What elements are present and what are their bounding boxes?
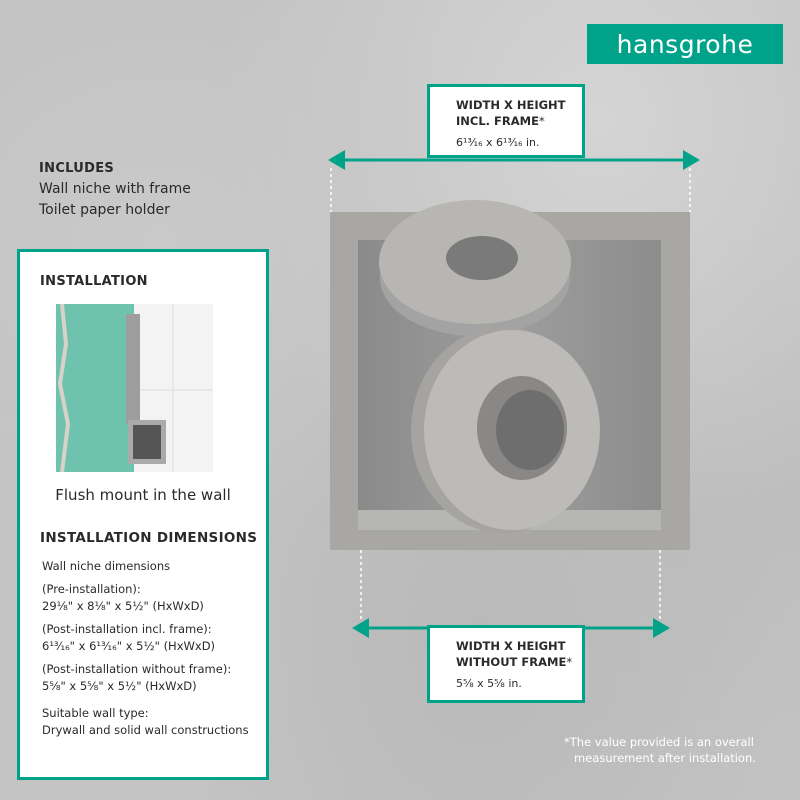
dimension-label: [456, 638, 582, 670]
asterisk: *: [538, 114, 545, 128]
dimension-value: 6¹³⁄₁₆ x 6¹³⁄₁₆ in.: [456, 136, 540, 149]
dimension-box-with-frame: [427, 84, 585, 158]
footnote: [564, 734, 756, 766]
dimension-label-line1: WIDTH X HEIGHT: [456, 98, 566, 112]
footnote-line: *The value provided is an overall: [564, 735, 754, 749]
installation-dimensions-title: INSTALLATION DIMENSIONS: [40, 530, 258, 546]
installation-panel: [17, 249, 269, 780]
dimension-label-line1: WIDTH X HEIGHT: [456, 639, 566, 653]
dim-line: (Post-installation incl. frame):: [42, 622, 212, 636]
installation-caption: Flush mount in the wall: [55, 486, 231, 504]
dim-line: Wall niche dimensions: [42, 559, 171, 573]
includes-title: INCLUDES: [39, 161, 115, 176]
dim-line: (Pre-installation):: [42, 582, 141, 596]
asterisk: *: [566, 655, 573, 669]
includes-item: Wall niche with frame: [39, 181, 191, 197]
dimension-label-line2: INCL. FRAME: [456, 114, 539, 128]
brand-logo: hansgrohe: [587, 24, 783, 64]
dim-line: Suitable wall type:: [42, 706, 149, 720]
installation-photo: [56, 304, 213, 472]
installation-dimensions-list: [42, 558, 249, 745]
dimension-box-without-frame: [427, 625, 585, 703]
dim-line: (Post-installation without frame):: [42, 662, 232, 676]
installation-photo-art: [56, 304, 213, 472]
installation-title: INSTALLATION: [40, 274, 148, 289]
dimension-label: [456, 97, 582, 129]
includes-section: [39, 158, 191, 221]
dimension-label-line2: WITHOUT FRAME: [456, 655, 567, 669]
footnote-line: measurement after installation.: [574, 751, 756, 765]
dim-line: 5⅝" x 5⅝" x 5½" (HxWxD): [42, 679, 197, 693]
dim-line: 6¹³⁄₁₆" x 6¹³⁄₁₆" x 5½" (HxWxD): [42, 639, 216, 653]
dimension-value: 5⅝ x 5⅝ in.: [456, 677, 522, 690]
dim-line: 29⅛" x 8⅛" x 5½" (HxWxD): [42, 599, 204, 613]
dim-line: Drywall and solid wall constructions: [42, 723, 249, 737]
includes-item: Toilet paper holder: [39, 202, 170, 218]
